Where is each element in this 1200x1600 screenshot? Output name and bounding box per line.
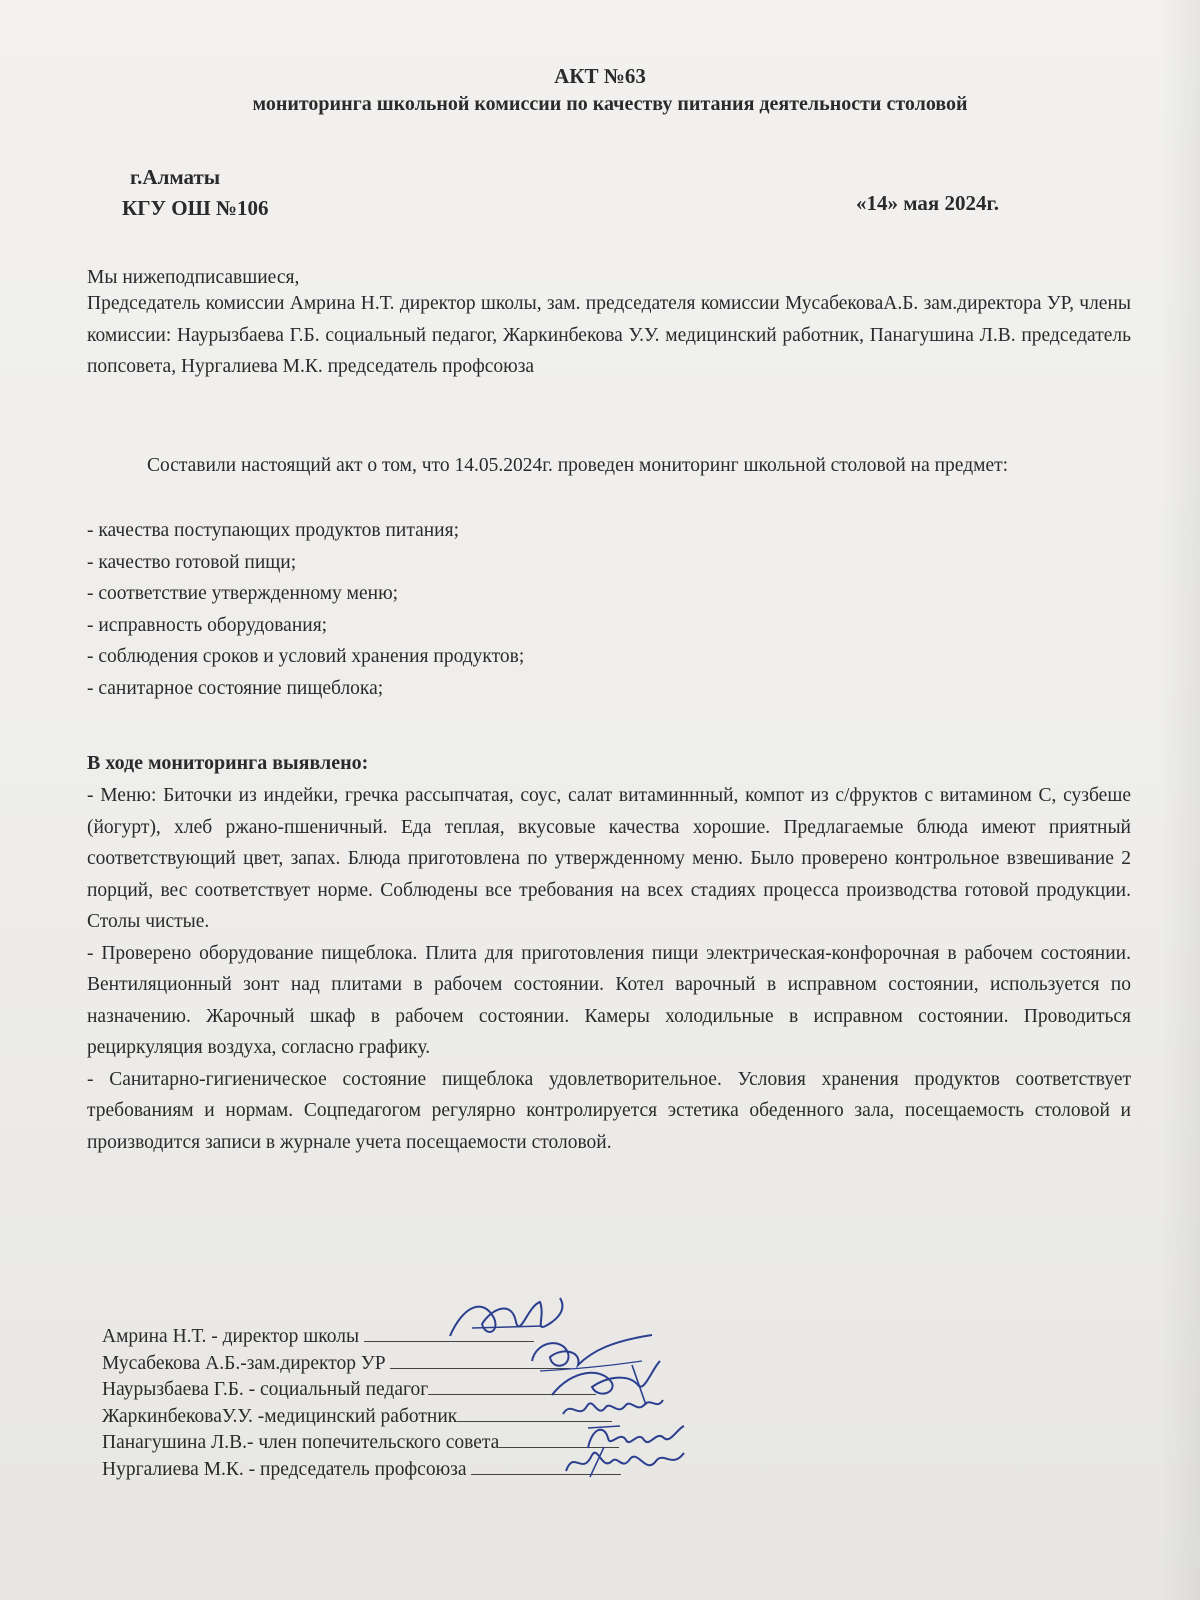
school-name: КГУ ОШ №106: [122, 196, 269, 220]
signature-line: [428, 1380, 596, 1395]
signature-line: [457, 1407, 612, 1422]
signatory-label: Амрина Н.Т. - директор школы: [102, 1326, 364, 1347]
list-item: - соответствие утвержденному меню;: [87, 583, 399, 604]
signatory-label: Нургалиева М.К. - председатель профсоюза: [102, 1458, 472, 1480]
intro-opening: Мы нижеподписавшиеся,: [87, 267, 300, 288]
signatory-label: Панагушина Л.В.- член попечительского совета: [102, 1432, 500, 1453]
signatory-label: Мусабекова А.Б.-зам.директор УР: [102, 1352, 391, 1374]
findings-paragraph-equipment: - Проверено оборудование пищеблока. Плита для приготовления пищи электрическая-конфорочная в рабочем состоянии. Вентиляционный зонт над плитами в рабочем состоянии. Котел варочный в исправном состоянии, используется по назначению. Жарочный шкаф в рабочем состоянии. Камеры холодильные в исправном состоянии. Проводиться рециркуляция воздуха, согласно графику.: [87, 942, 1131, 1058]
signatory-label: ЖаркинбековаУ.У. -медицинский работник: [102, 1405, 458, 1427]
signature-line: [499, 1433, 619, 1448]
page-edge-shadow: [1160, 0, 1200, 1600]
signature-line: [364, 1327, 534, 1342]
signatory-label: Наурызбаева Г.Б. - социальный педагог: [102, 1379, 429, 1400]
findings-paragraph-sanitary: - Санитарно-гигиеническое состояние пищеблока удовлетворительное. Условия хранения продуктов соответствует требованиям и нормам. Соцпедагогом регулярно контролируется эстетика обеденного зала, посещаемость столовой и производится записи в журнале учета посещаемости столовой.: [87, 1068, 1131, 1153]
list-item: - соблюдения сроков и условий хранения продуктов;: [87, 646, 525, 667]
document-date: «14» мая 2024г.: [856, 191, 999, 215]
signature-row: [102, 1324, 621, 1351]
list-item: - исправность оборудования;: [87, 614, 328, 636]
city: г.Алматы: [130, 165, 221, 189]
signature-row: [102, 1404, 621, 1431]
document-subtitle: мониторинга школьной комиссии по качеству питания деятельности столовой: [252, 93, 968, 115]
signature-row: [102, 1430, 621, 1457]
compose-statement: Составили настоящий акт о том, что 14.05.2024г. проведен мониторинг школьной столовой на предмет:: [147, 455, 1009, 476]
list-item: - санитарное состояние пищеблока;: [87, 677, 384, 699]
document-title: АКТ №63: [554, 64, 646, 88]
signature-block: [102, 1324, 621, 1483]
monitoring-subjects-list: [87, 515, 1131, 704]
signature-line: [390, 1354, 570, 1369]
findings-heading: В ходе мониторинга выявлено:: [87, 752, 369, 774]
findings-body: [87, 780, 1131, 1158]
list-item: - качество готовой пищи;: [87, 551, 297, 573]
findings-paragraph-menu: - Меню: Биточки из индейки, гречка рассыпчатая, соус, салат витаминнный, компот из с/фруктов с витамином С, сузбеше (йогурт), хлеб ржано-пшеничный. Еда теплая, вкусовые качества хорошие. Предлагаемые блюда имеют приятный соответствующий цвет, запах. Блюда приготовлена по утвержденному меню. Было проверено контрольное взвешивание 2 порций, вес соответствует норме. Соблюдены все требования на всех стадиях процесса производства готовой продукции. Столы чистые.: [87, 785, 1131, 932]
signature-row: [102, 1377, 621, 1404]
signature-row: [102, 1351, 621, 1378]
signature-line: [471, 1460, 621, 1475]
list-item: - качества поступающих продуктов питания;: [87, 520, 460, 541]
signature-row: [102, 1457, 621, 1484]
commission-members: Председатель комиссии Амрина Н.Т. директор школы, зам. председателя комиссии МусабековаА.Б. зам.директора УР, члены комиссии: Наурызбаева Г.Б. социальный педагог, Жаркинбекова У.У. медицинский работник, Панагушина Л.В. председатель попсовета, Нургалиева М.К. председатель профсоюза: [87, 293, 1131, 377]
